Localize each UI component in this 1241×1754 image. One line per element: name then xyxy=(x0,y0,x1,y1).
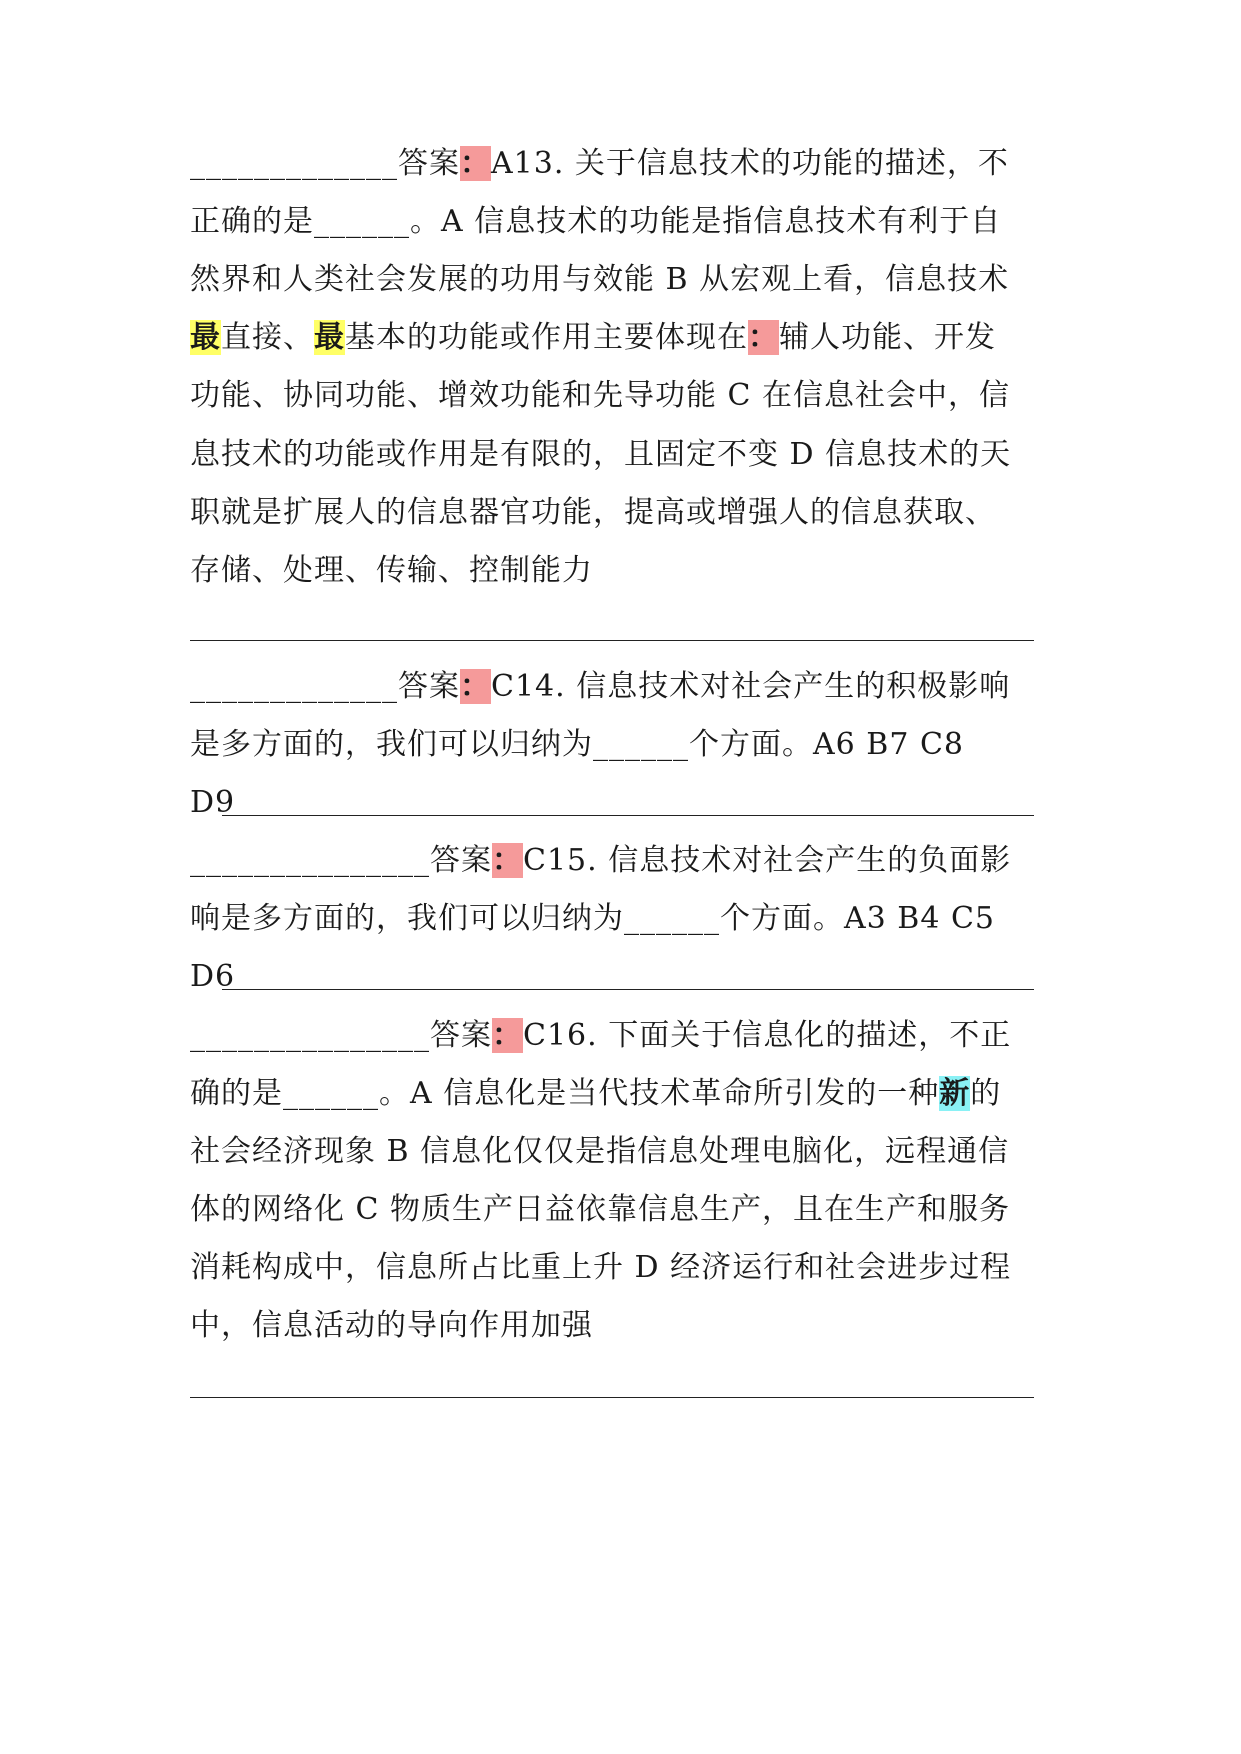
q13-line-2: 正确的是______。A 信息技术的功能是指信息技术有利于自 xyxy=(190,204,1002,239)
answer-colon-highlight: ： xyxy=(492,1018,523,1053)
answer-colon-highlight: ： xyxy=(460,146,491,181)
q13-line-7: 职就是扩展人的信息器官功能，提高或增强人的信息获取、 xyxy=(190,495,996,530)
answer-rule xyxy=(222,989,1034,990)
q13-line-6: 息技术的功能或作用是有限的，且固定不变 D 信息技术的天 xyxy=(190,437,1012,472)
q13-line-5: 功能、协同功能、增效功能和先导功能 C 在信息社会中，信 xyxy=(190,378,1011,413)
text-run: 直接、 xyxy=(221,320,314,355)
q13-line-4 xyxy=(190,315,996,361)
question-text: C14. 信息技术对社会产生的积极影响 xyxy=(491,669,1011,704)
q16-line-6: 中，信息活动的导向作用加强 xyxy=(190,1308,593,1343)
text-run: 确的是______。A 信息化是当代技术革命所引发的一种 xyxy=(190,1076,940,1111)
q15-line-3: D6 xyxy=(190,959,236,994)
answer-label: 答案 xyxy=(398,669,460,704)
q15-line-1 xyxy=(190,838,1011,884)
q16-line-2 xyxy=(190,1071,1001,1117)
text-run: 辅人功能、开发 xyxy=(779,320,996,355)
q16-line-4: 体的网络化 C 物质生产日益依靠信息生产，且在生产和服务 xyxy=(190,1192,1011,1227)
q16-line-3: 社会经济现象 B 信息化仅仅是指信息处理电脑化，远程通信 xyxy=(190,1134,1010,1169)
answer-colon-highlight: ： xyxy=(460,669,491,704)
answer-label: 答案 xyxy=(430,843,492,878)
keyword-highlight: 最 xyxy=(190,320,221,355)
q13-line-3: 然界和人类社会发展的功用与效能 B 从宏观上看，信息技术 xyxy=(190,262,1010,297)
q16-line-5: 消耗构成中，信息所占比重上升 D 经济运行和社会进步过程 xyxy=(190,1250,1012,1285)
q14-line-1 xyxy=(190,664,1010,710)
answer-blank: _____________ xyxy=(190,146,398,181)
text-run: 基本的功能或作用主要体现在 xyxy=(345,320,748,355)
keyword-highlight: 最 xyxy=(314,320,345,355)
colon-highlight: ： xyxy=(748,320,779,355)
answer-blank: _______________ xyxy=(190,843,430,878)
q14-line-3: D9 xyxy=(190,785,236,820)
answer-blank: _____________ xyxy=(190,669,398,704)
q16-line-1 xyxy=(190,1013,1011,1059)
question-text: C15. 信息技术对社会产生的负面影 xyxy=(523,843,1012,878)
question-text: A13. 关于信息技术的功能的描述，不 xyxy=(491,146,1009,181)
answer-label: 答案 xyxy=(430,1018,492,1053)
q13-line-1 xyxy=(190,141,1009,187)
keyword-highlight: 新 xyxy=(939,1076,971,1111)
answer-label: 答案 xyxy=(398,146,460,181)
text-run: 的 xyxy=(970,1076,1002,1111)
answer-rule xyxy=(190,1397,1034,1398)
question-text: C16. 下面关于信息化的描述，不正 xyxy=(523,1018,1012,1053)
answer-colon-highlight: ： xyxy=(492,843,523,878)
q14-line-2: 是多方面的，我们可以归纳为______个方面。A6 B7 C8 xyxy=(190,727,964,762)
answer-blank: _______________ xyxy=(190,1018,430,1053)
q15-line-2: 响是多方面的，我们可以归纳为______个方面。A3 B4 C5 xyxy=(190,901,995,936)
answer-rule xyxy=(190,640,1034,641)
q13-line-8: 存储、处理、传输、控制能力 xyxy=(190,553,593,588)
answer-rule xyxy=(222,815,1034,816)
